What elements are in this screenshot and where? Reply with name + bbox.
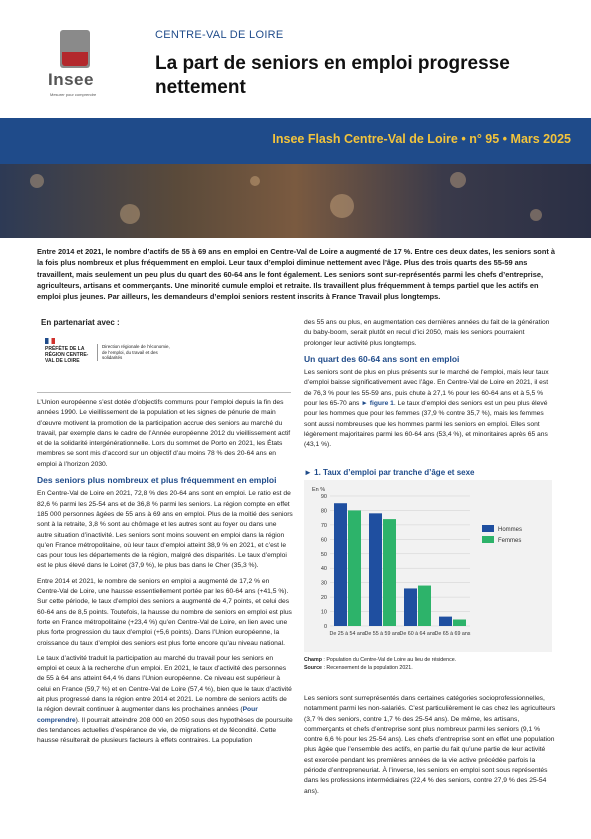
prefet-name: PRÉFÈTE DE LA RÉGION CENTRE-VAL DE LOIRE <box>45 346 89 364</box>
paragraph <box>37 654 293 747</box>
y-tick-label: 10 <box>320 609 327 616</box>
y-tick-label: 20 <box>320 595 327 602</box>
champ-label: Champ <box>304 657 322 663</box>
left-column <box>37 398 293 752</box>
legend-swatch-hommes <box>482 525 494 532</box>
insee-logo-mark <box>60 30 90 68</box>
header <box>0 0 591 118</box>
figure-title: ► 1. Taux d’emploi par tranche d’âge et sexe <box>304 468 475 477</box>
partner-title: En partenariat avec : <box>41 318 120 327</box>
legend-label-femmes: Femmes <box>498 538 522 544</box>
bar-femmes <box>453 620 466 627</box>
prefet-logo <box>45 338 95 364</box>
divider <box>37 392 291 393</box>
bar-femmes <box>348 510 361 626</box>
page-title: La part de seniors en emploi progresse nettement <box>155 53 510 98</box>
publication-banner <box>0 118 591 164</box>
y-tick-label: 40 <box>320 566 327 573</box>
figure-notes <box>304 657 554 672</box>
pour-comprendre-link[interactable]: Pour comprendre <box>37 706 258 724</box>
publication-reference: Insee Flash Centre-Val de Loire • n° 95 • Mars 2025 <box>272 132 571 146</box>
champ-text: : Population du Centre-Val de Loire au lieu de résidence. <box>321 657 457 663</box>
partner-block <box>37 318 297 388</box>
text: Le taux d’activité traduit la participation au marché du travail pour les seniors en emploi et ceux à la recherche d’un emploi. En 2021, le taux d’activité des personnes de 55 à 64 ans atteint 64,4 % dans l’Union européenne. Ce niveau est supérieur à celui en France (59,7 %) et en Centre-Val de Loire (57,4 %), bien que le taux d’activité ait plus progressé dans la région entre 2014 et 2021. Le nombre de seniors actifs de la région devrait continuer à augmenter dans les prochaines années ( <box>37 654 292 714</box>
bar-hommes <box>439 617 452 626</box>
intro-summary: Entre 2014 et 2021, le nombre d’actifs de 55 à 69 ans en emploi en Centre-Val de Loire a augmenté de 17 %. Entre ces deux dates, les seniors sont à la fois plus nombreux et plus fréquemment en emploi. Leur taux d’emploi diminue nettement avec l’âge. Plus des trois quarts des 55-59 ans travaillent, mais seulement un peu plus du quart des 60-64 ans le font également. Les seniors sont sur-représentés parmi les chefs d’entreprise, agriculteurs, artisans et commerçants. Une minorité cumule emploi et retraite. Ils travaillent plus fréquemment à temps partiel que les actifs en emploi plus jeunes. Par ailleurs, les demandeurs d’emploi seniors restent inscrits à France Travail plus longtemps. <box>37 247 555 302</box>
x-tick-label: De 65 à 69 ans <box>434 631 471 637</box>
logo-text: Insee <box>48 70 94 89</box>
logo-tagline: Mesurer pour comprendre <box>50 92 97 97</box>
x-tick-label: De 55 à 59 ans <box>364 631 401 637</box>
paragraph: des 55 ans ou plus, en augmentation ces dernières années du fait de la génération du baby-boom, serait plutôt en recul d’ici 2050, mais les seniors pourraient prolonger leur activité plus longtemps. <box>304 319 550 347</box>
paragraph: Les seniors sont surreprésentés dans certaines catégories socioprofessionnelles, notamment parmi les non-salariés. C’est particulièrement le cas chez les agriculteurs (3,7 % des seniors, contre 1,7 % des 25-54 ans). De même, les artisans, commerçants et chefs d’entreprise sont plus nombreux parmi les seniors (9,1 % contre 6,6 % pour les 25-54 ans). Les chefs d’entreprise sont en effet une population plus âgée que l’ensemble des actifs, en partie du fait qu’une partie de leur activité est exercée pendant les premières années de la vie active précédée parfois la période d’entrepreneuriat. À l’inverse, les seniors en emploi sont sous représentés dans les professions intermédiaires (22,4 % des seniors, contre 27,9 % des 25-54 ans). <box>304 695 556 795</box>
legend-swatch-femmes <box>482 536 494 543</box>
french-flag-icon <box>45 338 55 344</box>
y-tick-label: 50 <box>320 551 327 558</box>
paragraph <box>304 368 554 450</box>
dreets-name: Direction régionale de l’économie, de l’emploi, du travail et des solidarités <box>97 344 172 361</box>
source-label: Source <box>304 664 322 671</box>
section-heading: Un quart des 60-64 ans sont en emploi <box>304 353 460 364</box>
x-tick-label: De 25 à 54 ans <box>329 631 366 637</box>
paragraph: Entre 2014 et 2021, le nombre de seniors en emploi a augmenté de 17,2 % en Centre-Val de Loire, une hausse essentiellement portée par les 60-64 ans (+41,5 %). Sur cette période, le taux d’emploi des seniors a augmenté de 4,7 points, et celui des 60-64 ans de 8,5 points. Toutefois, la hausse du nombre de seniors en emploi est plus forte en France métropolitaine (+23,4 %) qu’en Centre-Val de Loire, en lien avec une plus forte progression du taux d’emploi (+5,6 points). Dans l’Union européenne, la croissance du taux d’emploi des seniors est plus forte encore qu’au niveau national. <box>37 577 292 647</box>
y-tick-label: 70 <box>320 522 327 529</box>
y-tick-label: 0 <box>323 624 327 630</box>
x-tick-label: De 60 à 64 ans <box>399 631 436 637</box>
source-note <box>304 665 554 673</box>
bar-hommes <box>369 513 382 626</box>
cover-photo <box>0 164 591 238</box>
text: Les seniors sont de plus en plus présents sur le marché de l’emploi, mais leur taux d’emploi baisse significativement avec l’âge. En Centre-Val de Loire en 2021, il est de 76,3 % pour les 55-59 ans, puis chute à 27,1 % pour les 60-64 ans et à 5,5 % pour les 65-70 ans <box>304 369 549 408</box>
y-tick-label: 90 <box>320 494 327 500</box>
bar-chart <box>304 480 552 652</box>
right-column-top <box>304 318 554 456</box>
legend-label-hommes: Hommes <box>498 527 523 533</box>
y-tick-label: 30 <box>320 580 327 587</box>
champ-note <box>304 657 554 665</box>
region-label: CENTRE-VAL DE LOIRE <box>155 29 284 41</box>
chart-panel <box>304 480 552 652</box>
bar-hommes <box>334 503 347 626</box>
right-column-bottom <box>304 694 556 802</box>
bar-hommes <box>404 588 417 626</box>
bar-femmes <box>383 519 396 626</box>
text: ). Il pourrait atteindre 208 000 en 2050 sous des hypothèses de poursuite des tendances actuelles d’espérance de vie, de migrations et de fécondité. Cette hausse résulterait de plusieurs facteurs à effets contraires. La population <box>37 716 293 745</box>
text: . Le taux d’emploi des seniors est un peu plus élevé pour les hommes que pour les femmes (37,9 % contre 35,7 %), mais les femmes sont aussi nombreuses que les hommes parmi les seniors en emploi. Elles sont légèrement majoritaires parmi les 60-64 ans (53,4 %), et minoritaires après 65 ans (43,1 %). <box>304 400 548 449</box>
source-text: : Recensement de la population 2021. <box>321 664 413 671</box>
figure-1-link[interactable]: ► figure 1 <box>361 400 394 408</box>
insee-logo[interactable] <box>42 30 112 110</box>
y-axis-unit: En % <box>312 487 326 493</box>
y-tick-label: 80 <box>320 508 327 515</box>
paragraph: L’Union européenne s’est dotée d’objectifs communs pour l’emploi depuis la fin des années 1990. Le vieillissement de la population et les signes de pénurie de main d’œuvre motivent la promotion de la participation accrue des seniors au marché du travail, par exemple dans le cadre de l’Année européenne 2012 du vieillissement actif et de la solidarité intergénérationnelle. Lors du sommet de Porto en 2021, les États membres se sont mis d’accord sur un objectif d’au moins 78 % des 20-64 ans en emploi à l’horizon 2030. <box>37 399 291 468</box>
y-tick-label: 60 <box>320 537 327 544</box>
bar-femmes <box>418 586 431 626</box>
section-heading: Des seniors plus nombreux et plus fréquemment en emploi <box>37 475 277 486</box>
paragraph: En Centre-Val de Loire en 2021, 72,8 % des 20-64 ans sont en emploi. Le ratio est de 82,6 % parmi les 25-54 ans et de 36,8 % parmi les seniors. La région compte en effet 185 000 personnes âgées de 55 ans à 69 ans en emploi. Plus de la moitié des seniors sont à la retraite, 3,8 % sont au chômage et les autres sont au foyer ou dans une autre situation d’inactivité. Les seniors sont moins souvent en emploi dans la région qu’en France métropolitaine, où leur taux d’emploi atteint 38,9 % en 2021, et c’est le cas pour tous les départements de la région, malgré des disparités. Le taux d’emploi est le plus élevé dans le Loiret (37,9 %), le plus bas dans le Cher (35,3 %). <box>37 490 293 570</box>
